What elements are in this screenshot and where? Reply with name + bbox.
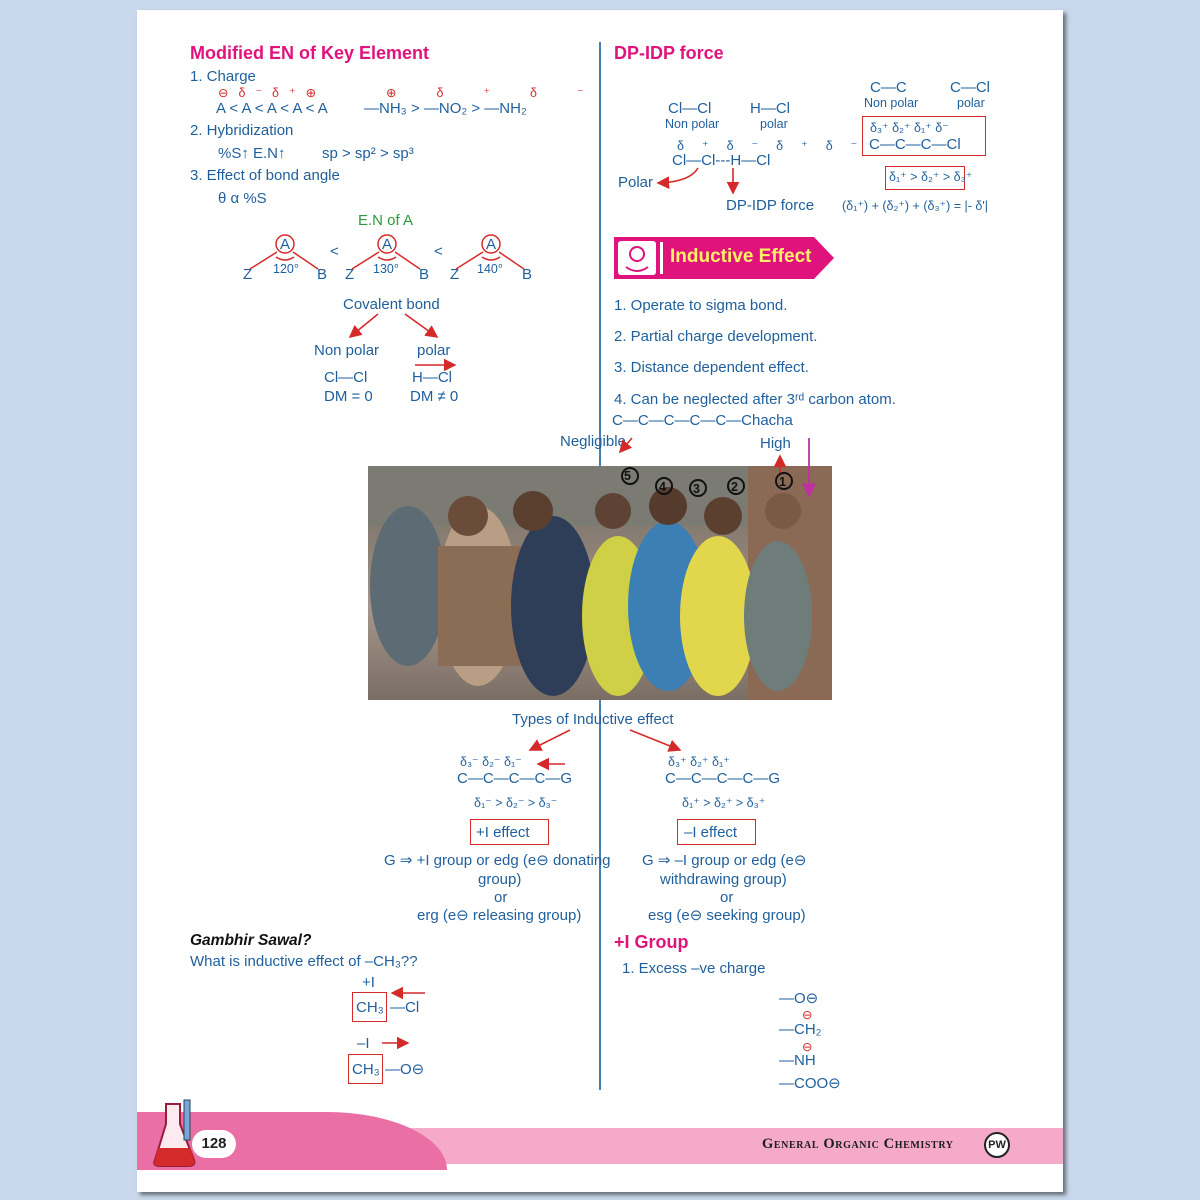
minus-desc-2: withdrawing group): [660, 871, 787, 888]
inductive-point-4: 4. Can be neglected after 3ʳᵈ carbon atom.: [614, 391, 896, 408]
clcl-molecule: Cl—Cl: [324, 369, 368, 386]
covalent-bond-label: Covalent bond: [343, 296, 440, 313]
angle2-right: B: [419, 266, 430, 283]
photo-number-3: 3: [693, 482, 700, 496]
dp-hcl: H—Cl: [750, 100, 790, 117]
inductive-point-3: 3. Distance dependent effect.: [614, 359, 809, 376]
minus-desc-3: esg (e⊖ seeking group): [648, 907, 806, 924]
angle2-value: 130°: [373, 262, 399, 276]
hybrid-relation: %S↑ E.N↑: [218, 145, 286, 162]
ch3-2: CH₃: [352, 1061, 380, 1078]
heading-dp-idp: DP-IDP force: [614, 43, 724, 63]
question-text: What is inductive effect of –CH₃??: [190, 953, 418, 970]
plus-effect-label: +I effect: [476, 824, 530, 841]
negligible-label: Negligible: [560, 433, 626, 450]
lt-2: <: [434, 243, 443, 260]
dp-idp-callout: DP-IDP force: [726, 197, 815, 214]
dp-clcl: Cl—Cl: [668, 100, 712, 117]
angle1-left: Z: [243, 266, 253, 283]
plus-or: or: [494, 889, 508, 906]
angle-relation: θ α %S: [218, 190, 267, 207]
angle3-right: B: [522, 266, 533, 283]
sum-equation: (δ₁⁺) + (δ₂⁺) + (δ₃⁺) = |- δ'|: [842, 199, 989, 213]
types-title: Types of Inductive effect: [512, 711, 674, 728]
group-nh-charge: ⊖: [802, 1040, 813, 1054]
box-deltas: δ₃⁺ δ₂⁺ δ₁⁺ δ⁻: [870, 121, 949, 135]
hybrid-order: sp > sp² > sp³: [322, 145, 414, 162]
angle2-left: Z: [345, 266, 355, 283]
minus-deltas: δ₃⁺ δ₂⁺ δ₁⁺: [668, 755, 730, 769]
ccl-bond: C—Cl: [950, 79, 990, 96]
plus-desc-3: erg (e⊖ releasing group): [417, 907, 582, 924]
dp-chain: Cl—Cl---H—Cl: [672, 152, 771, 169]
group-ch2-charge: ⊖: [802, 1008, 813, 1022]
cc-nonpolar: Non polar: [864, 96, 919, 110]
dm-zero: DM = 0: [324, 388, 373, 405]
angle3-left: Z: [450, 266, 460, 283]
minus-effect-label: –I effect: [684, 824, 738, 841]
amine-superscripts: ⊕δ⁺δ⁻: [386, 86, 624, 100]
minus-i-label: –I: [357, 1035, 370, 1052]
angle1-right: B: [317, 266, 328, 283]
charge-order: A < A < A < A < A: [216, 100, 328, 117]
minus-desc-1: G ⇒ –I group or edg (e⊖: [642, 852, 807, 869]
cl-group: —Cl: [390, 999, 420, 1016]
item-charge: 1. Charge: [190, 68, 256, 85]
plus-group-item-1: 1. Excess –ve charge: [622, 960, 766, 977]
order-text: δ₁⁺ > δ₂⁺ > δ₃⁺: [889, 170, 973, 184]
carbon-chain: C—C—C—C—C—Chacha: [612, 412, 793, 429]
photo-number-2: 2: [731, 480, 738, 494]
dp-nonpolar: Non polar: [665, 117, 720, 131]
angle3-value: 140°: [477, 262, 503, 276]
photo-number-4: 4: [659, 480, 666, 494]
plus-i-group-heading: +I Group: [614, 932, 689, 952]
flask-icon: [150, 1098, 200, 1170]
minus-order: δ₁⁺ > δ₂⁺ > δ₃⁺: [682, 796, 766, 810]
pw-logo: PW: [984, 1132, 1010, 1158]
inductive-point-1: 1. Operate to sigma bond.: [614, 297, 788, 314]
plus-order: δ₁⁻ > δ₂⁻ > δ₃⁻: [474, 796, 558, 810]
footer-title: General Organic Chemistry: [762, 1136, 954, 1152]
group-nh: —NH: [779, 1052, 816, 1069]
dp-polar: polar: [760, 117, 788, 131]
angle2-atom: A: [382, 236, 393, 253]
dp-chain-deltas: δ⁺δ⁻δ⁺δ⁻: [677, 139, 876, 153]
ccl-polar: polar: [957, 96, 985, 110]
photo-number-1: 1: [779, 475, 786, 489]
plus-desc-2: group): [478, 871, 522, 888]
amine-order: —NH₃ > —NO₂ > —NH₂: [364, 100, 527, 117]
box-chain: C—C—C—Cl: [869, 136, 961, 153]
en-of-a-label: E.N of A: [358, 212, 414, 229]
plus-desc-1: G ⇒ +I group or edg (e⊖ donating: [384, 852, 611, 869]
photo-number-5: 5: [624, 469, 631, 483]
nonpolar-label: Non polar: [314, 342, 380, 359]
ch3-1: CH₃: [356, 999, 384, 1016]
dm-nonzero: DM ≠ 0: [410, 388, 459, 405]
question-heading: Gambhir Sawal?: [190, 932, 312, 949]
inductive-effect-title: Inductive Effect: [670, 246, 812, 267]
cc-bond: C—C: [870, 79, 907, 96]
plus-chain: C—C—C—C—G: [457, 770, 572, 787]
high-label: High: [760, 435, 791, 452]
angle1-atom: A: [280, 236, 291, 253]
minus-or: or: [720, 889, 734, 906]
heading-modified-en: Modified EN of Key Element: [190, 43, 430, 63]
item-bond-angle: 3. Effect of bond angle: [190, 167, 340, 184]
group-ch2: —CH₂: [779, 1021, 822, 1038]
angle3-atom: A: [486, 236, 497, 253]
inductive-point-2: 2. Partial charge development.: [614, 328, 818, 345]
plus-deltas: δ₃⁻ δ₂⁻ δ₁⁻: [460, 755, 522, 769]
item-hybridization: 2. Hybridization: [190, 122, 294, 139]
lt-1: <: [330, 243, 339, 260]
minus-chain: C—C—C—C—G: [665, 770, 780, 787]
angle1-value: 120°: [273, 262, 299, 276]
hcl-molecule: H—Cl: [412, 369, 452, 386]
group-coo: —COO⊖: [779, 1075, 841, 1092]
o-group: —O⊖: [385, 1061, 425, 1078]
polar-label: polar: [417, 342, 451, 359]
plus-i-label: +I: [362, 974, 375, 991]
page-number: 128: [192, 1130, 236, 1158]
group-o: —O⊖: [779, 990, 819, 1007]
charge-superscripts: ⊖δ⁻δ⁺⊕: [218, 86, 327, 100]
polar-callout: Polar: [618, 174, 654, 191]
